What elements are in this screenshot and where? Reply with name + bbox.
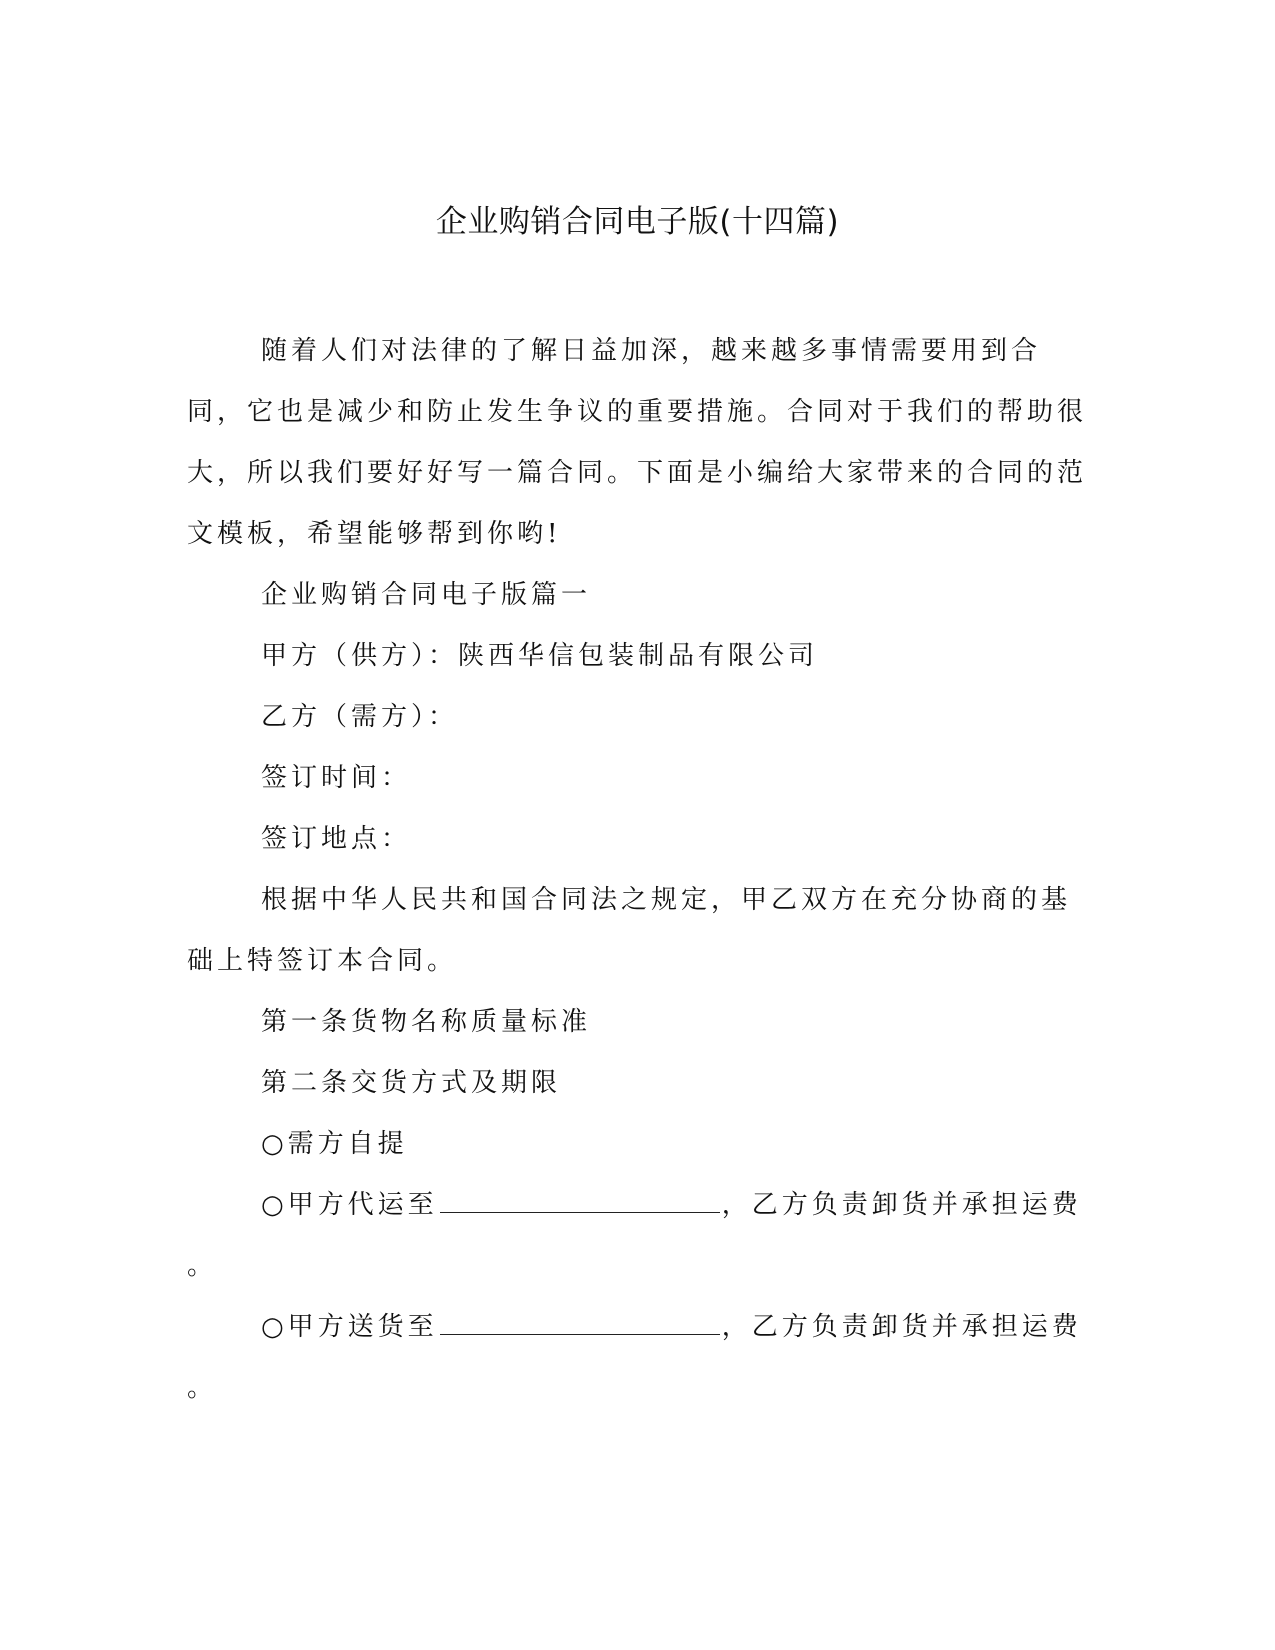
option-party-a-ship bbox=[187, 1175, 1087, 1236]
option-3-end-mark: 。 bbox=[187, 1373, 218, 1403]
article-1-heading: 第一条货物名称质量标准 bbox=[261, 1007, 592, 1037]
article-2-heading: 第二条交货方式及期限 bbox=[261, 1068, 562, 1098]
option-2-suffix: ，乙方负责卸货并承担运费 bbox=[721, 1190, 1082, 1220]
document-body bbox=[187, 321, 1087, 1419]
destination-blank-1 bbox=[440, 1188, 720, 1213]
option-self-pickup: ○需方自提 bbox=[261, 1129, 408, 1159]
option-2-end-mark: 。 bbox=[187, 1251, 218, 1281]
document-title: 企业购销合同电子版(十四篇) bbox=[435, 204, 840, 240]
intro-paragraph: 随着人们对法律的了解日益加深，越来越多事情需要用到合同，它也是减少和防止发生争议的重要措施。合同对于我们的帮助很大，所以我们要好好写一篇合同。下面是小编给大家带来的合同的范文模板，希望能够帮到你哟! bbox=[187, 336, 1088, 549]
option-3-prefix: ○甲方送货至 bbox=[261, 1312, 438, 1342]
section-heading: 企业购销合同电子版篇一 bbox=[261, 580, 592, 610]
option-2-prefix: ○甲方代运至 bbox=[261, 1190, 438, 1220]
basis-paragraph: 根据中华人民共和国合同法之规定，甲乙双方在充分协商的基础上特签订本合同。 bbox=[187, 885, 1072, 976]
destination-blank-2 bbox=[440, 1310, 720, 1335]
option-3-suffix: ，乙方负责卸货并承担运费 bbox=[721, 1312, 1082, 1342]
sign-place-line: 签订地点： bbox=[261, 824, 412, 854]
option-party-a-deliver bbox=[187, 1297, 1087, 1358]
sign-time-line: 签订时间： bbox=[261, 763, 412, 793]
party-b-line: 乙方（需方）： bbox=[261, 702, 459, 732]
party-a-line: 甲方（供方）：陕西华信包装制品有限公司 bbox=[261, 641, 819, 671]
